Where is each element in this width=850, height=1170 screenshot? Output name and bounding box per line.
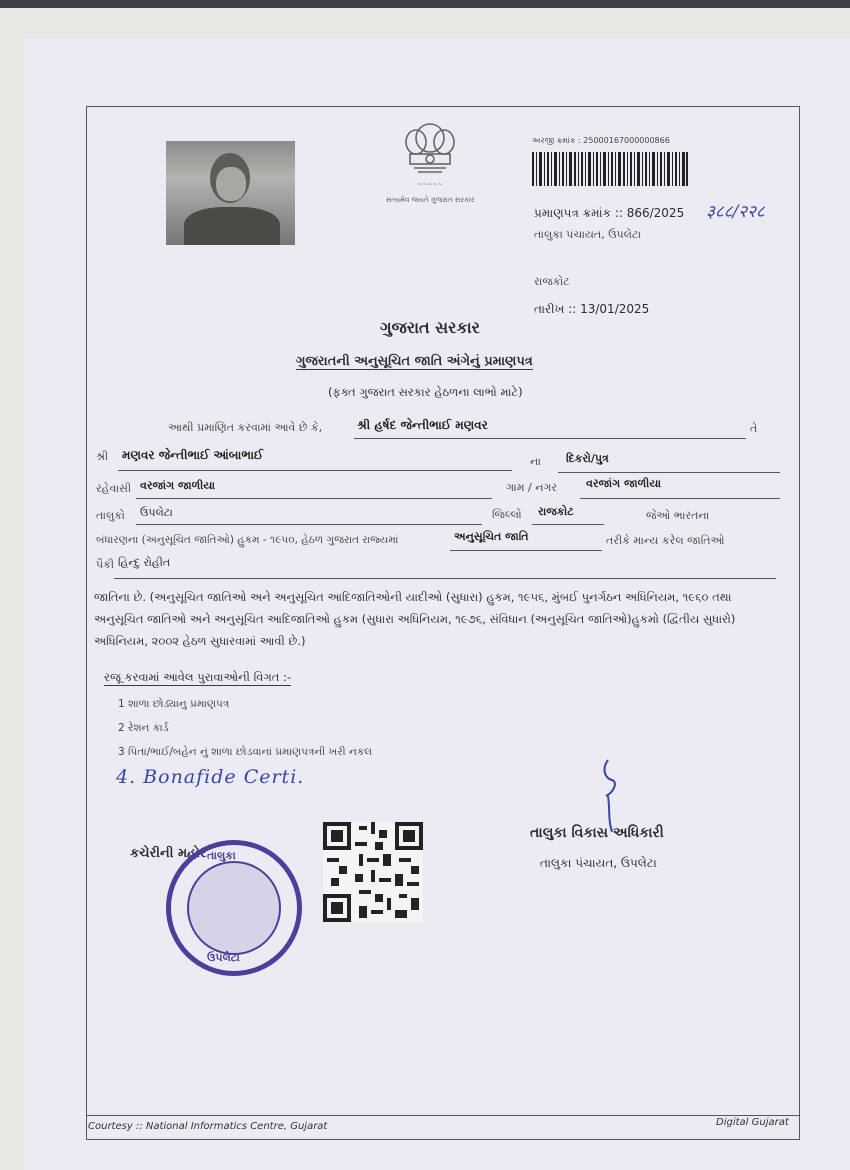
- footer-divider: [86, 1115, 800, 1116]
- applicant-photo: [166, 141, 295, 245]
- document-item: 2 રેશન કાર્ડ: [118, 722, 169, 734]
- scan-top-edge: [0, 0, 850, 8]
- legal-paragraph: જાતિના છે. (અનુસૂચિત જાતિઓ અને અનુસૂચિત આદિજાતિઓની યાદીઓ (સુધારા) હુકમ, ૧૯૫૬, મુંબઈ પુનર્ગઠન અધિનિયમ, ૧૯૬૦ તથા અનુસૂચિત જાતિઓ અને અનુસૂચિત આદિજાતિઓ હુકમ (સુધારા અધિનિયમ, ૧૯૭૬, સંવિધાન (અનુસૂચિત જાતિઓ)હુકમો (દ્વિતીય સુધારો) અધિનિયમ, ૨૦૦૨ હેઠળ સુધારવામાં આવી છે.): [94, 590, 736, 648]
- government-title: ગુજરાત સરકાર: [380, 318, 480, 337]
- photo-body-shape: [184, 207, 280, 245]
- line1-suffix: તે: [750, 422, 758, 435]
- district-label: જિલ્લો: [492, 508, 522, 521]
- office-name: તાલુકા પંચાયત, ઉપલેટા: [534, 228, 642, 241]
- handwritten-document: 4. Bonafide Certi.: [116, 766, 305, 788]
- among-label: પૈકી: [96, 558, 115, 571]
- footer-digital-gujarat: Digital Gujarat: [716, 1117, 789, 1128]
- father-name: મણવર જેન્તીભાઈ આંબાભાઈ: [122, 448, 264, 462]
- constitution-text: બંધારણના (અનુસૂચિત જાતિઓ) હુકમ - ૧૯૫૦, હેઠળ ગુજરાત રાજ્યમાં: [96, 534, 399, 546]
- district-underline: [532, 524, 604, 525]
- handwritten-number: ३८८/२२८: [706, 202, 765, 222]
- caste-name: હિન્દુ રોહીત: [118, 556, 171, 569]
- line4-suffix: જેઓ ભારતના: [646, 509, 710, 522]
- footer-courtesy: Courtesy :: National Informatics Centre, Gujarat: [88, 1121, 328, 1132]
- signatory-office: તાલુકા પંચાયત, ઉપલેટા: [540, 856, 657, 870]
- village-name: વરજાંગ જાળીયા: [140, 479, 216, 492]
- caste-underline: [114, 578, 776, 579]
- line2-mid: ના: [530, 455, 541, 468]
- signatory-title: તાલુકા વિકાસ અધિકારી: [530, 825, 664, 841]
- place-name: રાજકોટ: [534, 275, 570, 288]
- document-item: 1 શાળા છોડ્યાનુ પ્રમાણપત્ર: [118, 698, 230, 710]
- document-item: 3 પિતા/ભાઈ/બહેન નું શાળા છોડવાનાં પ્રમાણપત્રની ખરી નકલ: [118, 746, 373, 758]
- certificate-number: પ્રમાણપત્ર ક્રમાંક :: 866/2025: [534, 206, 685, 220]
- certificate-subtitle: (ફક્ત ગુજરાત સરકાર હેઠળના લાભો માટે): [328, 385, 523, 399]
- category-underline: [450, 550, 602, 551]
- emblem-caption: સત્યમેવ જયતે ગુજરાત સરકાર: [385, 196, 475, 204]
- taluka-name: ઉપલેટા: [140, 506, 173, 519]
- taluka-label: તાલુકો: [96, 509, 125, 522]
- relation: દિકરો/પુત્ર: [566, 452, 609, 465]
- office-seal-label: કચેરીની મહોર: [130, 846, 207, 861]
- national-emblem-icon: [394, 116, 466, 200]
- documents-heading: રજૂ કરવામાં આવેલ પુરાવાઓની વિગત :-: [104, 670, 292, 684]
- barcode: [532, 152, 688, 186]
- applicant-name: શ્રી હર્ષદ જેન્તીભાઈ મણવર: [357, 418, 488, 432]
- village-underline: [136, 498, 492, 499]
- line5-suffix: તરીકે માન્ય કરેલ જાતિઓ: [606, 534, 725, 547]
- shri-label: શ્રી: [96, 450, 109, 463]
- certificate-title: ગુજરાતની અનુસૂચિત જાતિ અંગેનું પ્રમાણપત્ર: [296, 354, 533, 369]
- office-stamp: [166, 840, 302, 976]
- certify-text: આથી પ્રમાણિત કરવામાં આવે છે કે,: [168, 421, 323, 434]
- officer-signature: [578, 756, 638, 836]
- resident-label: રહેવાસી: [96, 482, 132, 495]
- application-number: અરજી ક્રમાંક : 25000167000000866: [532, 136, 670, 145]
- relation-underline: [558, 472, 780, 473]
- applicant-name-underline: [354, 438, 746, 439]
- stamp-bottom-text: ઉપલેટા: [207, 951, 240, 964]
- qr-code: [323, 822, 423, 922]
- town-underline: [580, 498, 780, 499]
- father-name-underline: [118, 470, 512, 471]
- stamp-top-text: તાલુકા: [207, 849, 236, 862]
- photo-face-shape: [216, 167, 246, 201]
- town-label: ગામ / નગર: [506, 481, 558, 494]
- town-name: વરજાંગ જાળીયા: [586, 477, 662, 490]
- district-name: રાજકોટ: [538, 505, 574, 518]
- taluka-underline: [136, 524, 482, 525]
- caste-category: અનુસૂચિત જાતિ: [454, 530, 529, 543]
- stamp-inner-ring: [187, 861, 281, 955]
- svg-text:~~~~~: ~~~~~: [417, 181, 443, 188]
- issue-date: તારીખ :: 13/01/2025: [534, 302, 650, 316]
